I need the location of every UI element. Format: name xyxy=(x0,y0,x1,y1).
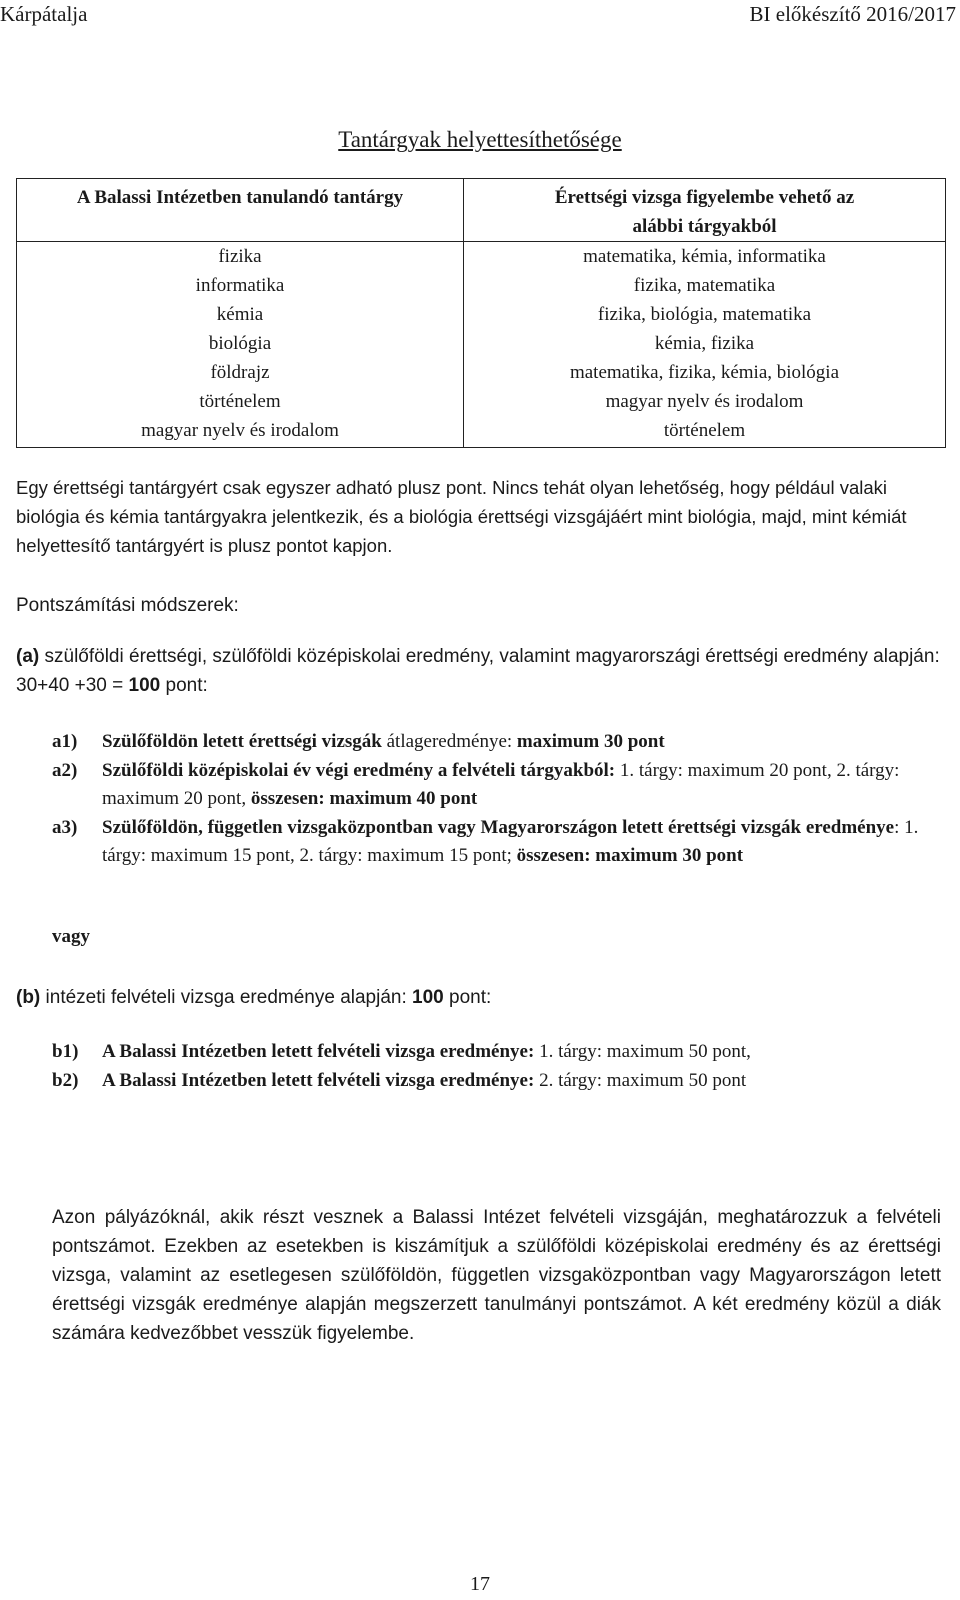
subject-item: földrajz xyxy=(210,362,270,383)
item-bold: Szülőföldön letett érettségi vizsgák xyxy=(102,731,382,752)
section-b-key: (b) xyxy=(16,987,41,1008)
subject-item: informatika xyxy=(195,275,285,296)
item-bold: A Balassi Intézetben letett felvételi vizsga eredménye: xyxy=(102,1069,535,1091)
page-number: 17 xyxy=(470,1573,490,1595)
list-item xyxy=(52,1038,942,1067)
list-item xyxy=(52,1067,942,1096)
page-title: Tantárgyak helyettesíthetősége xyxy=(338,127,622,152)
list-item xyxy=(52,814,942,871)
alternatives-item: matematika, fizika, kémia, biológia xyxy=(569,362,840,383)
list-item xyxy=(52,757,942,814)
alternatives-item: matematika, kémia, informatika xyxy=(583,246,826,267)
section-a-text: szülőföldi érettségi, szülőföldi középiskolai eredmény, valamint magyarországi érettségi eredmény alapján: 30+40 +30 = xyxy=(16,646,940,696)
methods-heading: Pontszámítási módszerek: xyxy=(16,595,239,616)
subject-item: biológia xyxy=(208,333,272,354)
alternatives-cell xyxy=(464,242,946,448)
section-b-list xyxy=(52,1038,942,1095)
subject-item: kémia xyxy=(216,304,264,325)
item-bold: Szülőföldön, független vizsgaközpontban vagy Magyarországon letett érettségi vizsgák eredménye xyxy=(102,816,895,838)
item-text: 1. tárgy: maximum 20 pont, 2. tárgy: maximum 20 pont, xyxy=(102,759,900,809)
section-b-text: intézeti felvételi vizsga eredménye alapján: xyxy=(40,987,413,1008)
section-b-intro xyxy=(16,983,942,1012)
item-key: b2) xyxy=(52,1069,79,1091)
column-header-alternatives-line2: alábbi tárgyakból xyxy=(632,216,777,237)
item-text: 1. tárgy: maximum 50 pont, xyxy=(534,1041,751,1062)
item-bold: Szülőföldi középiskolai év végi eredmény a felvételi tárgyakból: xyxy=(102,759,616,781)
column-header-alternatives-line1: Érettségi vizsga figyelembe vehető az xyxy=(554,187,855,208)
or-label: vagy xyxy=(52,926,90,947)
item-key: a1) xyxy=(52,731,78,752)
single-credit-note: Egy érettségi tantárgyért csak egyszer adható plusz pont. Nincs tehát olyan lehetőség, hogy például valaki biológia és kémia tantárgyakra jelentkezik, és a biológia érettségi vizsgájáért mint biológia, majd, mint kémiát helyettesítő tantárgyért is plusz pontot kapjon. xyxy=(16,477,907,556)
alternatives-item: fizika, matematika xyxy=(633,275,776,296)
section-a-list xyxy=(52,728,942,871)
section-b-total: 100 xyxy=(412,987,444,1008)
item-key: a3) xyxy=(52,816,78,838)
table-body-row xyxy=(17,242,946,448)
item-key: a2) xyxy=(52,759,78,781)
item-bold-total: összesen: maximum 30 pont xyxy=(516,845,744,866)
section-a-suffix: pont: xyxy=(160,675,208,696)
table-header-row xyxy=(17,179,946,242)
subject-item: történelem xyxy=(199,391,281,412)
alternatives-item: magyar nyelv és irodalom xyxy=(605,391,804,412)
item-bold: A Balassi Intézetben letett felvételi vizsga eredménye: xyxy=(102,1041,535,1062)
item-key: b1) xyxy=(52,1041,79,1062)
item-text: átlageredménye: xyxy=(381,731,517,752)
column-header-subject: A Balassi Intézetben tanulandó tantárgy xyxy=(17,179,464,242)
header-region: Kárpátalja xyxy=(0,2,88,26)
alternatives-item: kémia, fizika xyxy=(654,333,755,354)
closing-paragraph: Azon pályázóknál, akik részt vesznek a Balassi Intézet felvételi vizsgáján, meghatározzuk a felvételi pontszámot. Ezekben az esetekben is kiszámítjuk a szülőföldi középiskolai eredmény és az érettségi vizsga, valamint az esetlegesen szülőföldön, független vizsgaközpontban vagy Magyarországon letett érettségi vizsgák eredménye alapján megszerzett tanulmányi pontszámot. A két eredmény közül a diák számára kedvezőbbet vesszük figyelembe. xyxy=(52,1207,941,1344)
item-text: 2. tárgy: maximum 50 pont xyxy=(534,1069,747,1091)
item-bold-total: összesen: maximum 40 pont xyxy=(250,788,478,809)
column-header-alternatives xyxy=(464,179,946,242)
subject-substitution-table xyxy=(16,178,946,448)
alternatives-item: történelem xyxy=(663,420,746,441)
subject-item: magyar nyelv és irodalom xyxy=(141,420,339,441)
subject-item: fizika xyxy=(218,246,262,267)
section-a-total: 100 xyxy=(128,675,161,696)
item-text: : 1. tárgy: maximum 15 pont, 2. tárgy: maximum 15 pont; xyxy=(102,816,919,866)
alternatives-item: fizika, biológia, matematika xyxy=(597,304,812,325)
item-bold-total: maximum 30 pont xyxy=(516,731,665,752)
list-item xyxy=(52,728,942,757)
page-header xyxy=(0,2,960,30)
section-a-key: (a) xyxy=(16,646,40,667)
section-b-suffix: pont: xyxy=(443,987,492,1008)
header-course: BI előkészítő 2016/2017 xyxy=(749,2,956,26)
section-a-intro xyxy=(16,642,942,700)
subject-cell xyxy=(17,242,464,448)
